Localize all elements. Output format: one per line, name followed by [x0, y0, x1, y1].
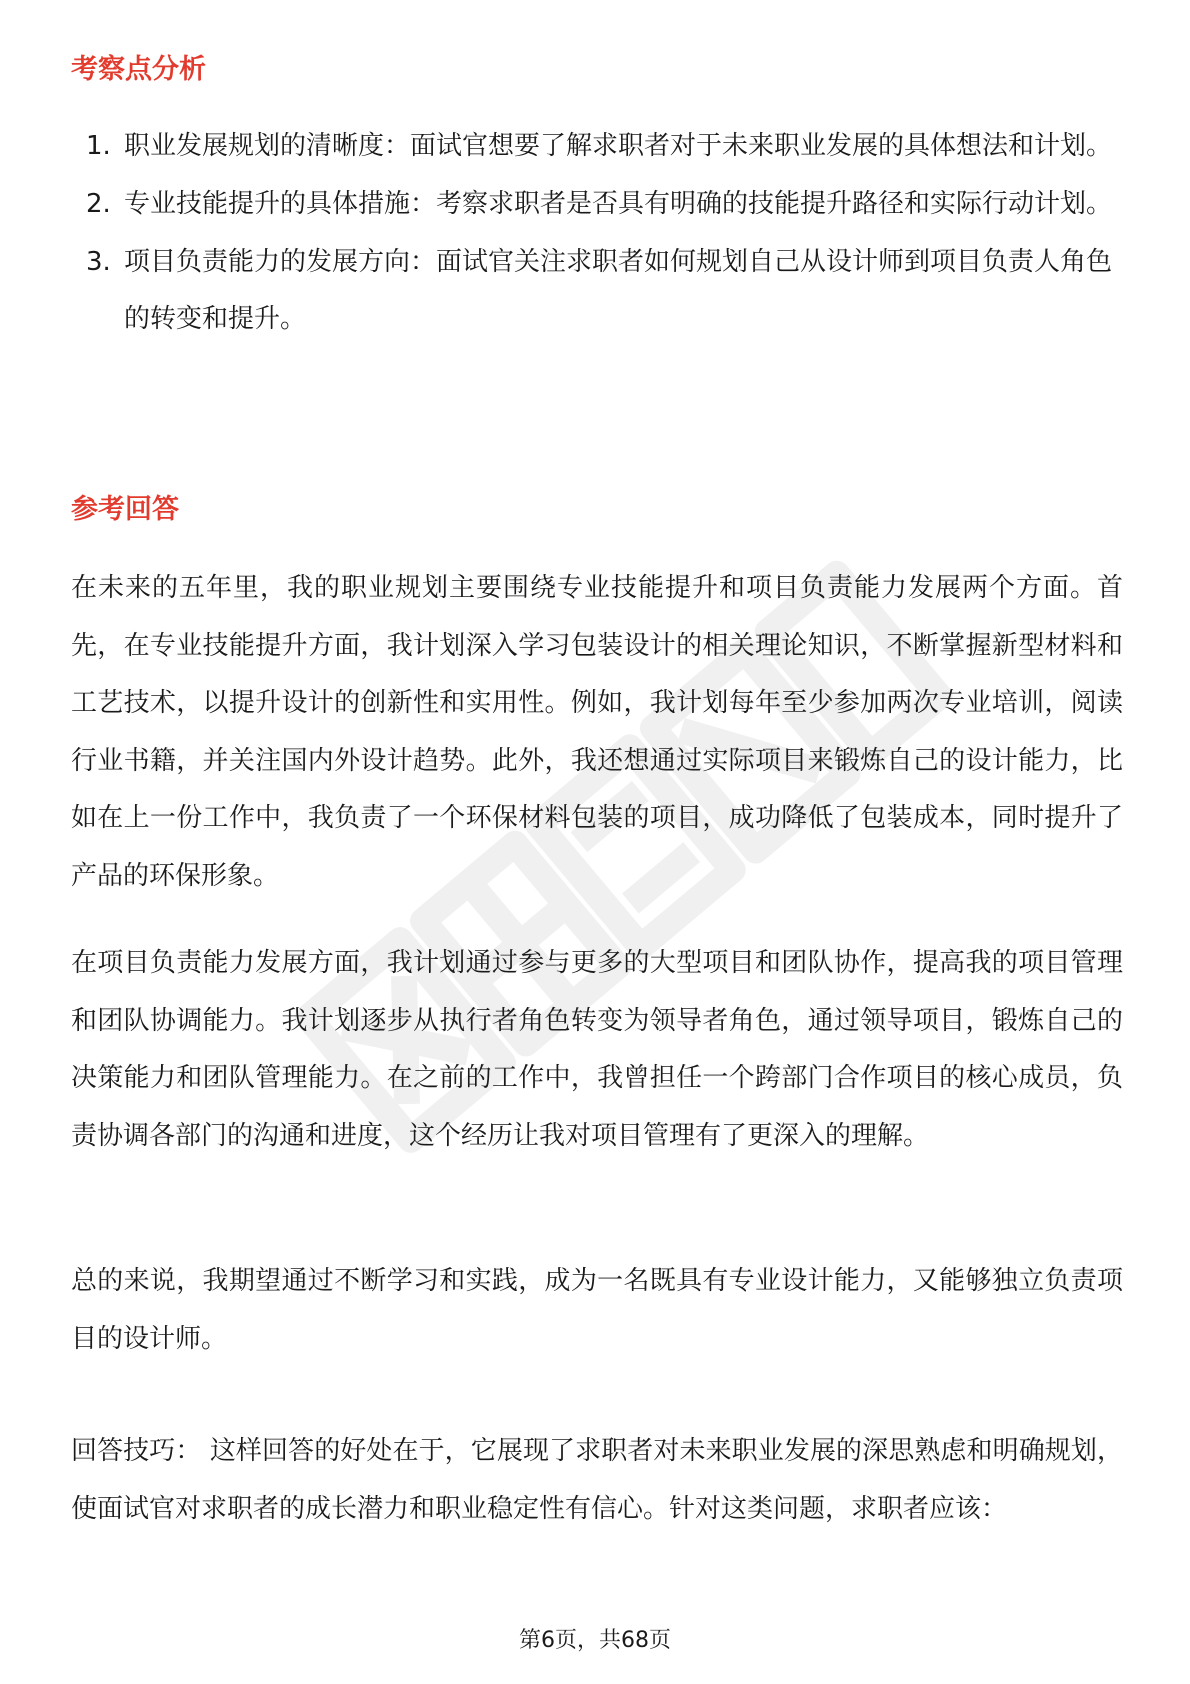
section-title-analysis: 考察点分析 [71, 54, 206, 85]
list-item-text: 职业发展规划的清晰度：面试官想要了解求职者对于未来职业发展的具体想法和计划。 [124, 131, 1113, 161]
answer-paragraph: 总的来说，我期望通过不断学习和实践，成为一名既具有专业设计能力，又能够独立负责项目的设计师。 [71, 1266, 1123, 1354]
list-number: 3. [86, 247, 111, 277]
list-item [0, 176, 1114, 233]
answer-paragraph: 在未来的五年里，我的职业规划主要围绕专业技能提升和项目负责能力发展两个方面。首先，在专业技能提升方面，我计划深入学习包装设计的相关理论知识，不断掌握新型材料和工艺技术，以提升设计的创新性和实用性。例如，我计划每年至少参加两次专业培训，阅读行业书籍，并关注国内外设计趋势。此外，我还想通过实际项目来锻炼自己的设计能力，比如在上一份工作中，我负责了一个环保材料包装的项目，成功降低了包装成本，同时提升了产品的环保形象。 [71, 573, 1123, 891]
answer-paragraph: 在项目负责能力发展方面，我计划通过参与更多的大型项目和团队协作，提高我的项目管理和团队协调能力。我计划逐步从执行者角色转变为领导者角色，通过领导项目，锻炼自己的决策能力和团队管理能力。在之前的工作中，我曾担任一个跨部门合作项目的核心成员，负责协调各部门的沟通和进度，这个经历让我对项目管理有了更深入的理解。 [71, 948, 1123, 1151]
list-number: 2. [86, 189, 111, 219]
answer-tips-paragraph: 回答技巧： 这样回答的好处在于，它展现了求职者对未来职业发展的深思熟虑和明确规划，使面试官对求职者的成长潜力和职业稳定性有信心。针对这类问题，求职者应该： [71, 1436, 1123, 1524]
list-number: 1. [86, 131, 111, 161]
section-title-reference-answer: 参考回答 [71, 494, 179, 525]
analysis-list [0, 118, 1190, 349]
list-item-text: 专业技能提升的具体措施：考察求职者是否具有明确的技能提升路径和实际行动计划。 [124, 189, 1113, 219]
list-item [0, 118, 1114, 175]
list-item-text: 项目负责能力的发展方向：面试官关注求职者如何规划自己从设计师到项目负责人角色的转变和提升。 [124, 247, 1113, 334]
list-item [0, 234, 1114, 348]
page-number: 第6页，共68页 [519, 1628, 671, 1653]
